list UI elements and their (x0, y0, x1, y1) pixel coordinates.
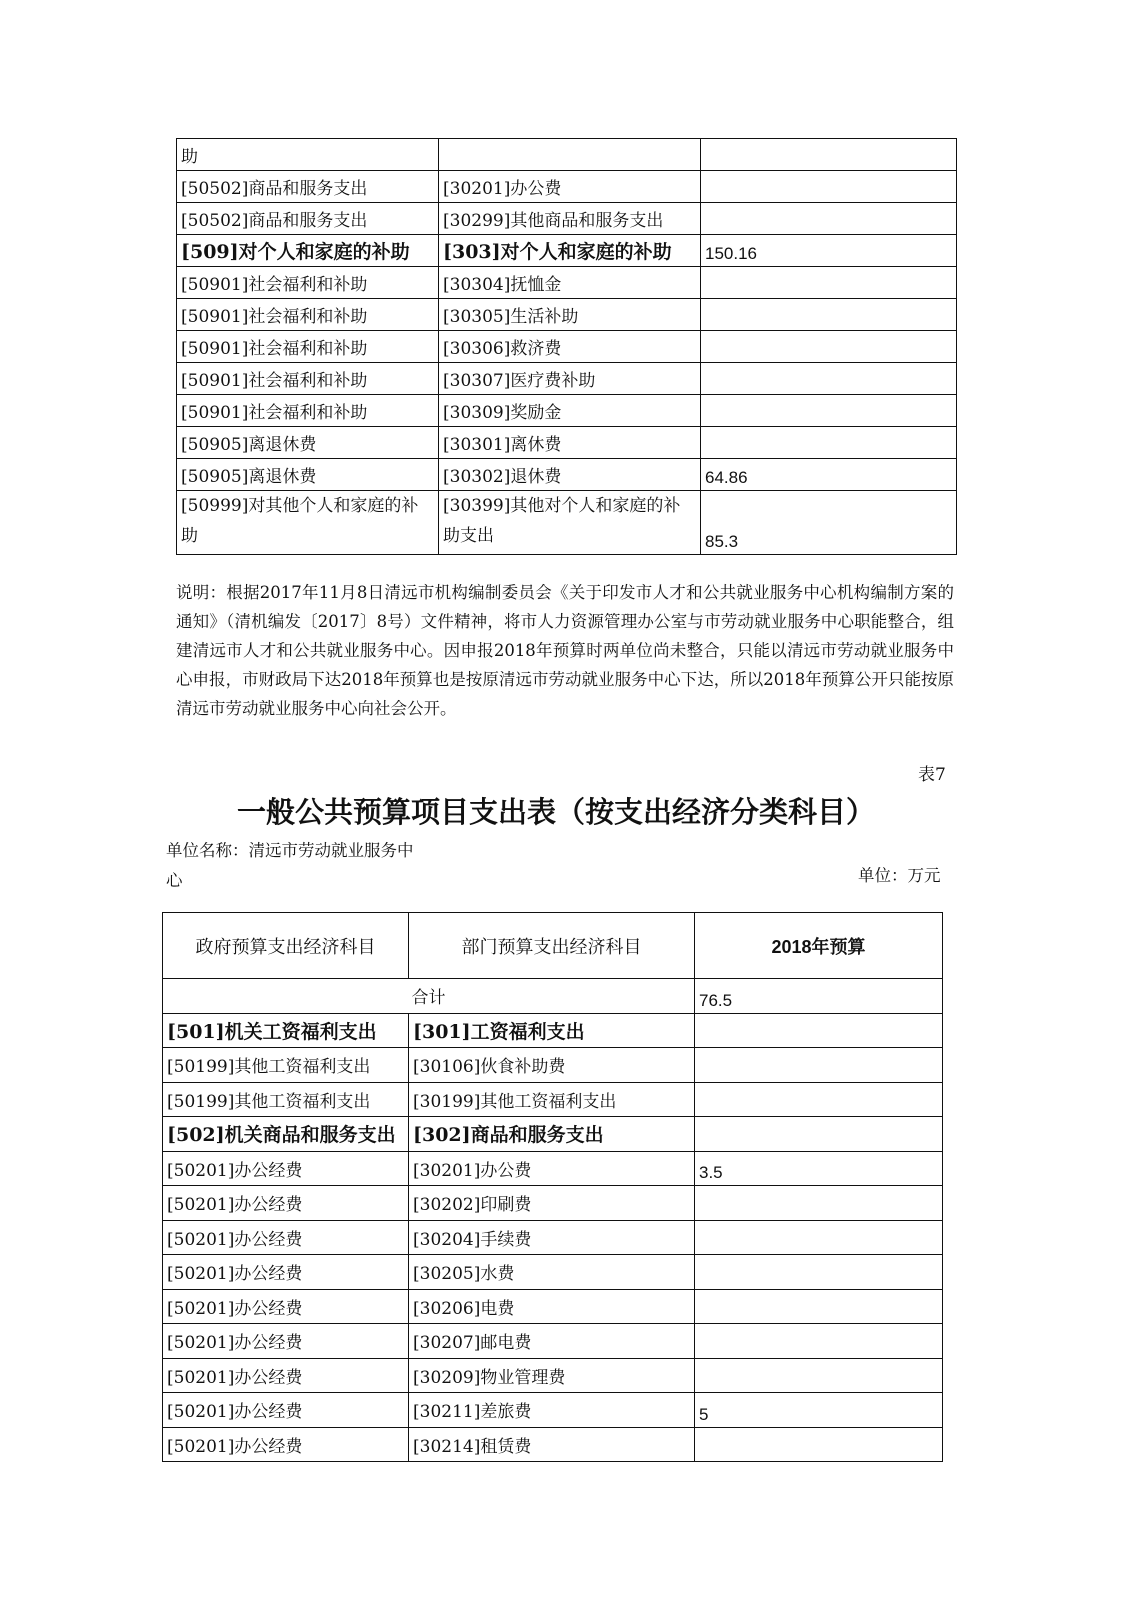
dept-subject-cell: [30399]其他对个人和家庭的补助支出 (439, 491, 701, 555)
gov-subject-cell: [50201]办公经费 (163, 1358, 409, 1393)
dept-subject-cell: [30201]办公费 (409, 1151, 695, 1186)
gov-subject-cell: [50999]对其他个人和家庭的补助 (177, 491, 439, 555)
gov-subject-cell: [502]机关商品和服务支出 (163, 1117, 409, 1152)
dept-subject-cell: [303]对个人和家庭的补助 (439, 235, 701, 267)
dept-subject-cell: [30299]其他商品和服务支出 (439, 203, 701, 235)
dept-subject-cell: [30199]其他工资福利支出 (409, 1082, 695, 1117)
gov-subject-cell: [50502]商品和服务支出 (177, 171, 439, 203)
gov-subject-cell: [50901]社会福利和补助 (177, 395, 439, 427)
table-row (177, 395, 957, 427)
table-row (163, 1013, 943, 1048)
gov-subject-cell: [50201]办公经费 (163, 1220, 409, 1255)
gov-subject-cell: 助 (177, 139, 439, 171)
table-row (177, 491, 957, 555)
gov-subject-cell: [50905]离退休费 (177, 427, 439, 459)
table-row (163, 1255, 943, 1290)
column-header-dept-subject: 部门预算支出经济科目 (409, 913, 695, 979)
table-row (163, 1427, 943, 1462)
budget-value-cell (701, 203, 957, 235)
gov-subject-cell: [50199]其他工资福利支出 (163, 1048, 409, 1083)
budget-value-cell (695, 1117, 943, 1152)
dept-subject-cell: [301]工资福利支出 (409, 1013, 695, 1048)
budget-value-cell (701, 331, 957, 363)
currency-unit-label: 单位：万元 (858, 866, 941, 885)
budget-value-cell (695, 1082, 943, 1117)
budget-value-cell (695, 1324, 943, 1359)
dept-subject-cell: [30209]物业管理费 (409, 1358, 695, 1393)
table-row (177, 427, 957, 459)
dept-subject-cell: [30206]电费 (409, 1289, 695, 1324)
project-expenditure-table (162, 912, 943, 1462)
budget-value-cell (701, 363, 957, 395)
table-row (177, 267, 957, 299)
table-row (177, 459, 957, 491)
dept-subject-cell: [30214]租赁费 (409, 1427, 695, 1462)
gov-subject-cell: [50901]社会福利和补助 (177, 331, 439, 363)
dept-subject-cell: [30202]印刷费 (409, 1186, 695, 1221)
gov-subject-cell: [50201]办公经费 (163, 1324, 409, 1359)
table-row (163, 1324, 943, 1359)
dept-subject-cell: [30309]奖励金 (439, 395, 701, 427)
gov-subject-cell: [50901]社会福利和补助 (177, 363, 439, 395)
budget-value-cell (695, 1427, 943, 1462)
budget-value-cell: 3.5 (695, 1151, 943, 1186)
table-row (163, 1220, 943, 1255)
dept-subject-cell: [30211]差旅费 (409, 1393, 695, 1428)
gov-subject-cell: [50201]办公经费 (163, 1255, 409, 1290)
table-row (163, 1151, 943, 1186)
budget-value-cell (701, 267, 957, 299)
table-row (177, 331, 957, 363)
table-number: 表7 (918, 765, 946, 785)
gov-subject-cell: [50201]办公经费 (163, 1151, 409, 1186)
gov-subject-cell: [50201]办公经费 (163, 1289, 409, 1324)
dept-subject-cell (439, 139, 701, 171)
dept-subject-cell: [30305]生活补助 (439, 299, 701, 331)
table-row (163, 1289, 943, 1324)
gov-subject-cell: [50502]商品和服务支出 (177, 203, 439, 235)
budget-value-cell (695, 1255, 943, 1290)
table-header-row (163, 913, 943, 979)
gov-subject-cell: [50199]其他工资福利支出 (163, 1082, 409, 1117)
table-row (177, 139, 957, 171)
gov-subject-cell: [50201]办公经费 (163, 1427, 409, 1462)
budget-value-cell (695, 1358, 943, 1393)
budget-value-cell (701, 395, 957, 427)
table-row (163, 1048, 943, 1083)
dept-subject-cell: [30306]救济费 (439, 331, 701, 363)
budget-value-cell (701, 299, 957, 331)
table-row (163, 1186, 943, 1221)
column-header-budget-2018: 2018年预算 (695, 913, 943, 979)
budget-value-cell (701, 139, 957, 171)
dept-subject-cell: [30307]医疗费补助 (439, 363, 701, 395)
unit-name-label: 单位名称：清远市劳动就业服务中心 (166, 841, 414, 890)
gov-subject-cell: [50201]办公经费 (163, 1186, 409, 1221)
dept-subject-cell: [302]商品和服务支出 (409, 1117, 695, 1152)
table-row (163, 1358, 943, 1393)
dept-subject-cell: [30204]手续费 (409, 1220, 695, 1255)
budget-value-cell: 85.3 (701, 491, 957, 555)
table-row (163, 1117, 943, 1152)
budget-value-cell (695, 1048, 943, 1083)
dept-subject-cell: [30207]邮电费 (409, 1324, 695, 1359)
table-row (177, 171, 957, 203)
gov-subject-cell: [50901]社会福利和补助 (177, 267, 439, 299)
table-row (177, 203, 957, 235)
total-value: 76.5 (695, 979, 943, 1014)
gov-subject-cell: [501]机关工资福利支出 (163, 1013, 409, 1048)
page-title: 一般公共预算项目支出表（按支出经济分类科目） (236, 795, 875, 829)
dept-subject-cell: [30205]水费 (409, 1255, 695, 1290)
table-row (177, 363, 957, 395)
dept-subject-cell: [30302]退休费 (439, 459, 701, 491)
column-header-gov-subject: 政府预算支出经济科目 (163, 913, 409, 979)
budget-value-cell (701, 427, 957, 459)
gov-subject-cell: [50901]社会福利和补助 (177, 299, 439, 331)
total-row (163, 979, 943, 1014)
gov-subject-cell: [50201]办公经费 (163, 1393, 409, 1428)
table-row (177, 235, 957, 267)
table-row (163, 1393, 943, 1428)
budget-value-cell (695, 1186, 943, 1221)
budget-table-continued (176, 138, 957, 555)
budget-value-cell (695, 1220, 943, 1255)
table-row (163, 1082, 943, 1117)
dept-subject-cell: [30304]抚恤金 (439, 267, 701, 299)
budget-value-cell: 64.86 (701, 459, 957, 491)
budget-value-cell: 150.16 (701, 235, 957, 267)
budget-value-cell (701, 171, 957, 203)
budget-value-cell (695, 1289, 943, 1324)
explanation-note: 说明：根据2017年11月8日清远市机构编制委员会《关于印发市人才和公共就业服务中心机构编制方案的通知》（清机编发〔2017〕8号）文件精神，将市人力资源管理办公室与市劳动就业服务中心职能整合，组建清远市人才和公共就业服务中心。因申报2018年预算时两单位尚未整合，只能以清远市劳动就业服务中心申报，市财政局下达2018年预算也是按原清远市劳动就业服务中心下达，所以2018年预算公开只能按原清远市劳动就业服务中心向社会公开。 (176, 583, 954, 718)
dept-subject-cell: [30201]办公费 (439, 171, 701, 203)
budget-value-cell (695, 1013, 943, 1048)
table-row (177, 299, 957, 331)
gov-subject-cell: [509]对个人和家庭的补助 (177, 235, 439, 267)
dept-subject-cell: [30301]离休费 (439, 427, 701, 459)
total-label: 合计 (163, 979, 695, 1014)
dept-subject-cell: [30106]伙食补助费 (409, 1048, 695, 1083)
budget-value-cell: 5 (695, 1393, 943, 1428)
gov-subject-cell: [50905]离退休费 (177, 459, 439, 491)
